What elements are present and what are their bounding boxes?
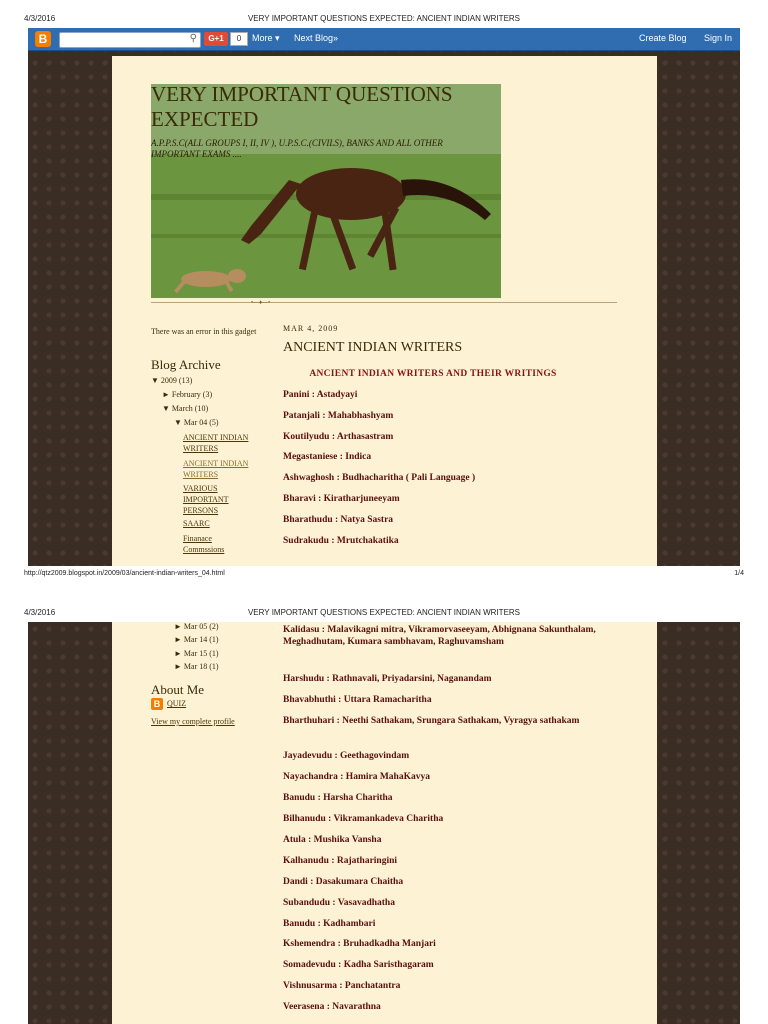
writer-entry: Subandudu : Vasavadhatha xyxy=(283,898,395,908)
blogger-profile-icon: B xyxy=(151,698,163,710)
writer-entry: Bharavi : Kiratharjuneeyam xyxy=(283,494,400,504)
archive-post-link[interactable]: Finanace Commssions xyxy=(183,534,225,554)
print-header-1 xyxy=(0,0,768,23)
archive-mar-05[interactable]: ► Mar 05 (2) xyxy=(174,622,219,631)
blog-archive-title: Blog Archive xyxy=(151,357,221,372)
sign-in-link[interactable]: Sign In xyxy=(704,33,733,43)
post-subtitle: ANCIENT INDIAN WRITERS AND THEIR WRITINGS xyxy=(309,369,557,379)
print-date: 4/3/2016 xyxy=(24,608,56,617)
archive-mar-18[interactable]: ► Mar 18 (1) xyxy=(174,662,219,671)
about-me-title: About Me xyxy=(151,682,205,697)
writer-entry: Banudu : Kadhambari xyxy=(283,919,376,929)
create-blog-link[interactable]: Create Blog xyxy=(639,33,687,43)
header-image xyxy=(151,84,501,298)
writer-entry: Vishnusarma : Panchatantra xyxy=(283,981,401,991)
blog-title[interactable]: VERY IMPORTANT QUESTIONS EXPECTED xyxy=(151,84,453,131)
next-blog-link[interactable]: Next Blog» xyxy=(294,33,339,43)
archive-post-link[interactable]: ANCIENT INDIAN WRITERS xyxy=(183,433,249,453)
search-icon[interactable]: ⚲ xyxy=(189,33,197,44)
writer-entry: Koutilyudu : Arthasastram xyxy=(283,432,394,442)
writer-entry: Veerasena : Navarathna xyxy=(283,1002,381,1012)
writer-entry: Bharthuhari : Neethi Sathakam, Srungara Sathakam, Vyragya sathakam xyxy=(283,716,580,726)
writer-entry: Somadevudu : Kadha Saristhagaram xyxy=(283,960,434,970)
writer-entry: Dandi : Dasakumara Chaitha xyxy=(283,877,404,887)
view-profile-link[interactable]: View my complete profile xyxy=(151,717,235,726)
post-title[interactable]: ANCIENT INDIAN WRITERS xyxy=(283,340,463,355)
gplus-count: 0 xyxy=(230,32,248,46)
writer-entry: Kalidasu : Malavikagni mitra, Vikramorvaseeyam, Abhignana Sakunthalam, Meghadhutam, Kumara sambhavam, Raghuvamsham xyxy=(283,625,596,647)
writer-entry: Bharathudu : Natya Sastra xyxy=(283,515,394,525)
more-menu[interactable]: More ▾ xyxy=(252,33,280,43)
writer-entry: Banudu : Harsha Charitha xyxy=(283,793,393,803)
writer-entry: Panini : Astadyayi xyxy=(283,390,358,400)
writer-entry: Megastaniese : Indica xyxy=(283,452,372,462)
writer-entry: Patanjali : Mahabhashyam xyxy=(283,411,394,421)
writer-entry: Kalhanudu : Rajatharingini xyxy=(283,856,398,866)
writer-entry: Bhavabhuthi : Uttara Ramacharitha xyxy=(283,695,432,705)
writer-entry: Nayachandra : Hamira MahaKavya xyxy=(283,772,430,782)
writer-entry: Bilhanudu : Vikramankadeva Charitha xyxy=(283,814,444,824)
header-divider: •—♦—• xyxy=(151,302,617,303)
print-date: 4/3/2016 xyxy=(24,14,56,23)
blogger-navbar xyxy=(28,28,740,51)
blog-description: A.P.P.S.C(ALL GROUPS I, II, IV ), U.P.S.C.(CIVILS), BANKS AND ALL OTHER IMPORTANT EXAMS .... xyxy=(151,138,443,159)
print-url: http://qtz2009.blogspot.in/2009/03/ancient-indian-writers_04.html xyxy=(24,570,225,577)
archive-mar-04[interactable]: ▼ Mar 04 (5) xyxy=(174,418,219,427)
archive-march[interactable]: ▼ March (10) xyxy=(162,404,209,413)
blogger-icon[interactable]: B xyxy=(35,31,51,47)
print-header-2 xyxy=(0,594,768,617)
gadget-error: There was an error in this gadget xyxy=(151,327,257,336)
writer-entry: Atula : Mushika Vansha xyxy=(283,835,382,845)
writer-entry: Harshudu : Rathnavali, Priyadarsini, Naganandam xyxy=(283,674,492,684)
archive-february[interactable]: ► February (3) xyxy=(162,390,213,399)
print-title: VERY IMPORTANT QUESTIONS EXPECTED: ANCIENT INDIAN WRITERS xyxy=(247,14,521,23)
search-input[interactable] xyxy=(59,32,201,48)
archive-mar-14[interactable]: ► Mar 14 (1) xyxy=(174,635,219,644)
post-date: MAR 4, 2009 xyxy=(283,324,339,333)
print-page-number: 1/4 xyxy=(734,570,744,577)
writer-entry: Ashwaghosh : Budhacharitha ( Pali Language ) xyxy=(283,473,476,483)
archive-mar-15[interactable]: ► Mar 15 (1) xyxy=(174,649,219,658)
profile-name-link[interactable]: QUIZ xyxy=(167,699,187,708)
archive-post-link-current[interactable]: ANCIENT INDIAN WRITERS xyxy=(183,459,249,479)
gplus-button[interactable]: G+1 xyxy=(204,32,228,46)
archive-post-link[interactable]: VARIOUS IMPORTANT PERSONS xyxy=(183,484,229,515)
blog-content-1 xyxy=(112,56,657,566)
print-title: VERY IMPORTANT QUESTIONS EXPECTED: ANCIENT INDIAN WRITERS xyxy=(247,608,521,617)
writer-entry: Kshemendra : Bruhadkadha Manjari xyxy=(283,939,436,949)
writer-entry: Sudrakudu : Mrutchakatika xyxy=(283,536,399,546)
writer-entry: Jayadevudu : Geethagovindam xyxy=(283,751,410,761)
archive-post-link[interactable]: SAARC xyxy=(183,519,210,528)
blog-content-2 xyxy=(112,622,657,1024)
archive-2009[interactable]: ▼ 2009 (13) xyxy=(151,376,193,385)
